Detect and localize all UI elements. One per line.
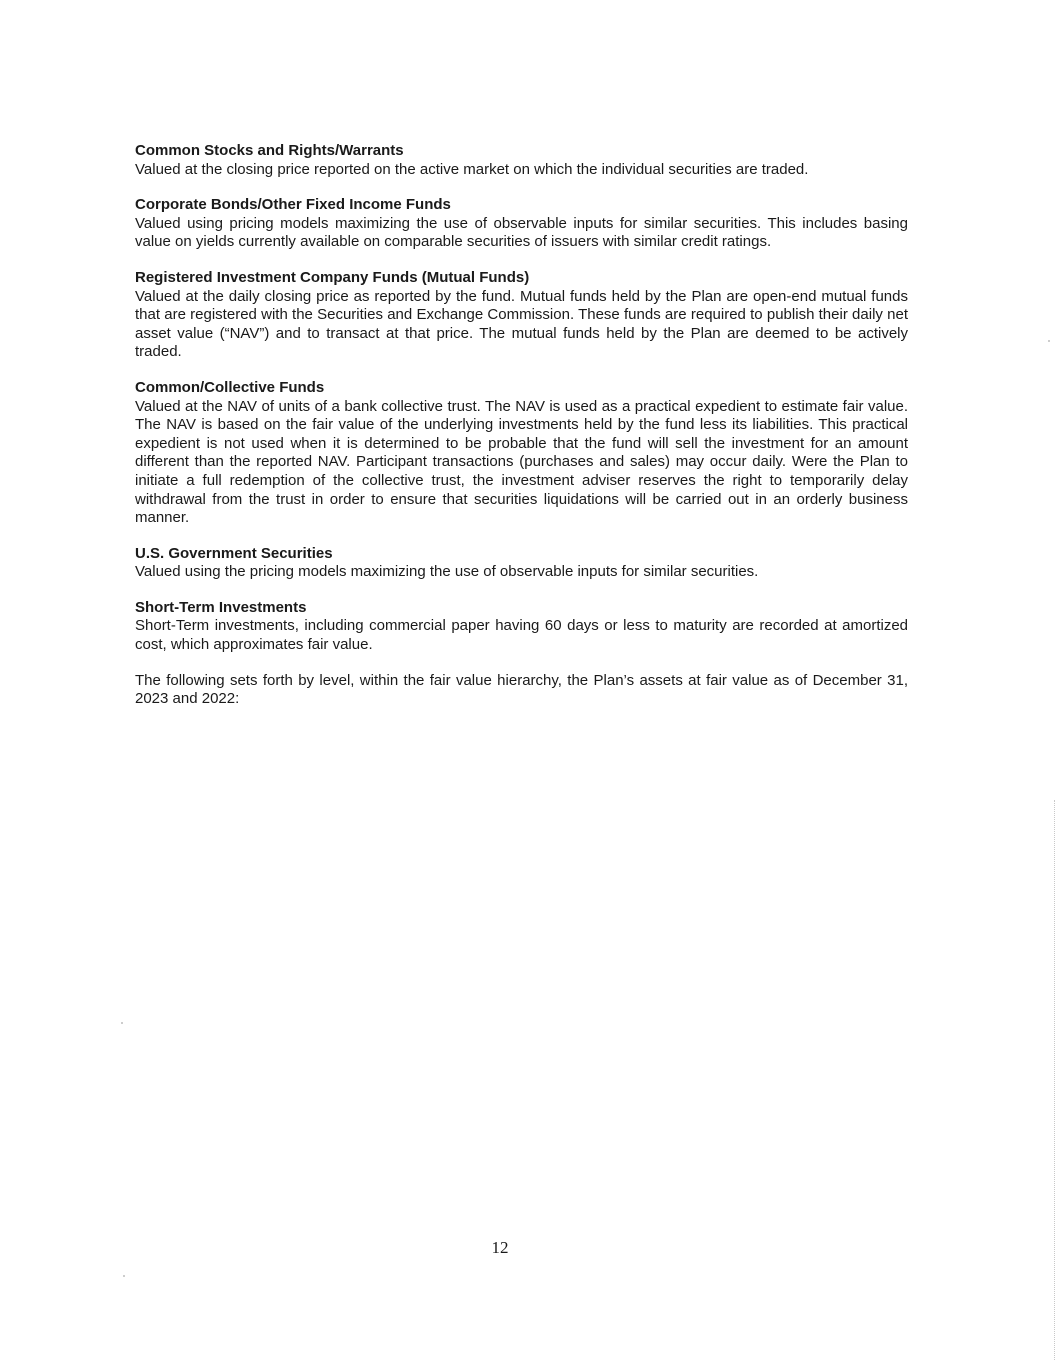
section-government-securities (135, 545, 908, 582)
section-heading: U.S. Government Securities (135, 544, 333, 562)
section-heading: Common/Collective Funds (135, 378, 325, 396)
section-body: Short-Term investments, including commercial paper having 60 days or less to maturity are recorded at amortized cost, which approximates fair value. (135, 617, 908, 654)
section-mutual-funds (135, 269, 908, 362)
page-number: 12 (491, 1238, 509, 1257)
section-heading: Short-Term Investments (135, 598, 307, 616)
section-heading: Registered Investment Company Funds (Mutual Funds) (135, 268, 530, 286)
scan-edge-artifact (1053, 800, 1055, 1360)
section-corporate-bonds (135, 196, 908, 252)
section-collective-funds (135, 379, 908, 528)
scan-speck (123, 1275, 125, 1277)
section-short-term-investments (135, 599, 908, 655)
scan-speck (121, 1022, 123, 1024)
section-body: Valued using pricing models maximizing the use of observable inputs for similar securities. This includes basing value on yields currently available on comparable securities of issuers with similar credit ratings. (135, 214, 908, 251)
section-body: Valued at the daily closing price as reported by the fund. Mutual funds held by the Plan are open-end mutual funds that are registered with the Securities and Exchange Commission. These funds are required to publish their daily net asset value (“NAV”) and to transact at that price. The mutual funds held by the Plan are deemed to be actively traded. (135, 287, 908, 361)
section-heading: Common Stocks and Rights/Warrants (135, 142, 404, 159)
closing-paragraph: The following sets forth by level, within the fair value hierarchy, the Plan’s assets at fair value as of December 31, 2023 and 2022: (135, 671, 908, 708)
scan-speck (1048, 340, 1050, 342)
section-body: Valued at the NAV of units of a bank collective trust. The NAV is used as a practical expedient to estimate fair value. The NAV is based on the fair value of the underlying investments held by the fund less its liabilities. This practical expedient is not used when it is determined to be probable that the fund will sell the investment for an amount different than the reported NAV. Participant transactions (purchases and sales) may occur daily. Were the Plan to initiate a full redemption of the collective trust, the investment adviser reserves the right to temporarily delay withdrawal from the trust in order to ensure that securities liquidations will be carried out in an orderly business manner. (135, 397, 908, 527)
page-content (135, 142, 908, 709)
section-common-stocks (135, 142, 908, 179)
section-body: Valued using the pricing models maximizing the use of observable inputs for similar securities. (135, 563, 759, 581)
section-body: Valued at the closing price reported on the active market on which the individual securities are traded. (135, 160, 809, 178)
section-heading: Corporate Bonds/Other Fixed Income Funds (135, 196, 451, 214)
